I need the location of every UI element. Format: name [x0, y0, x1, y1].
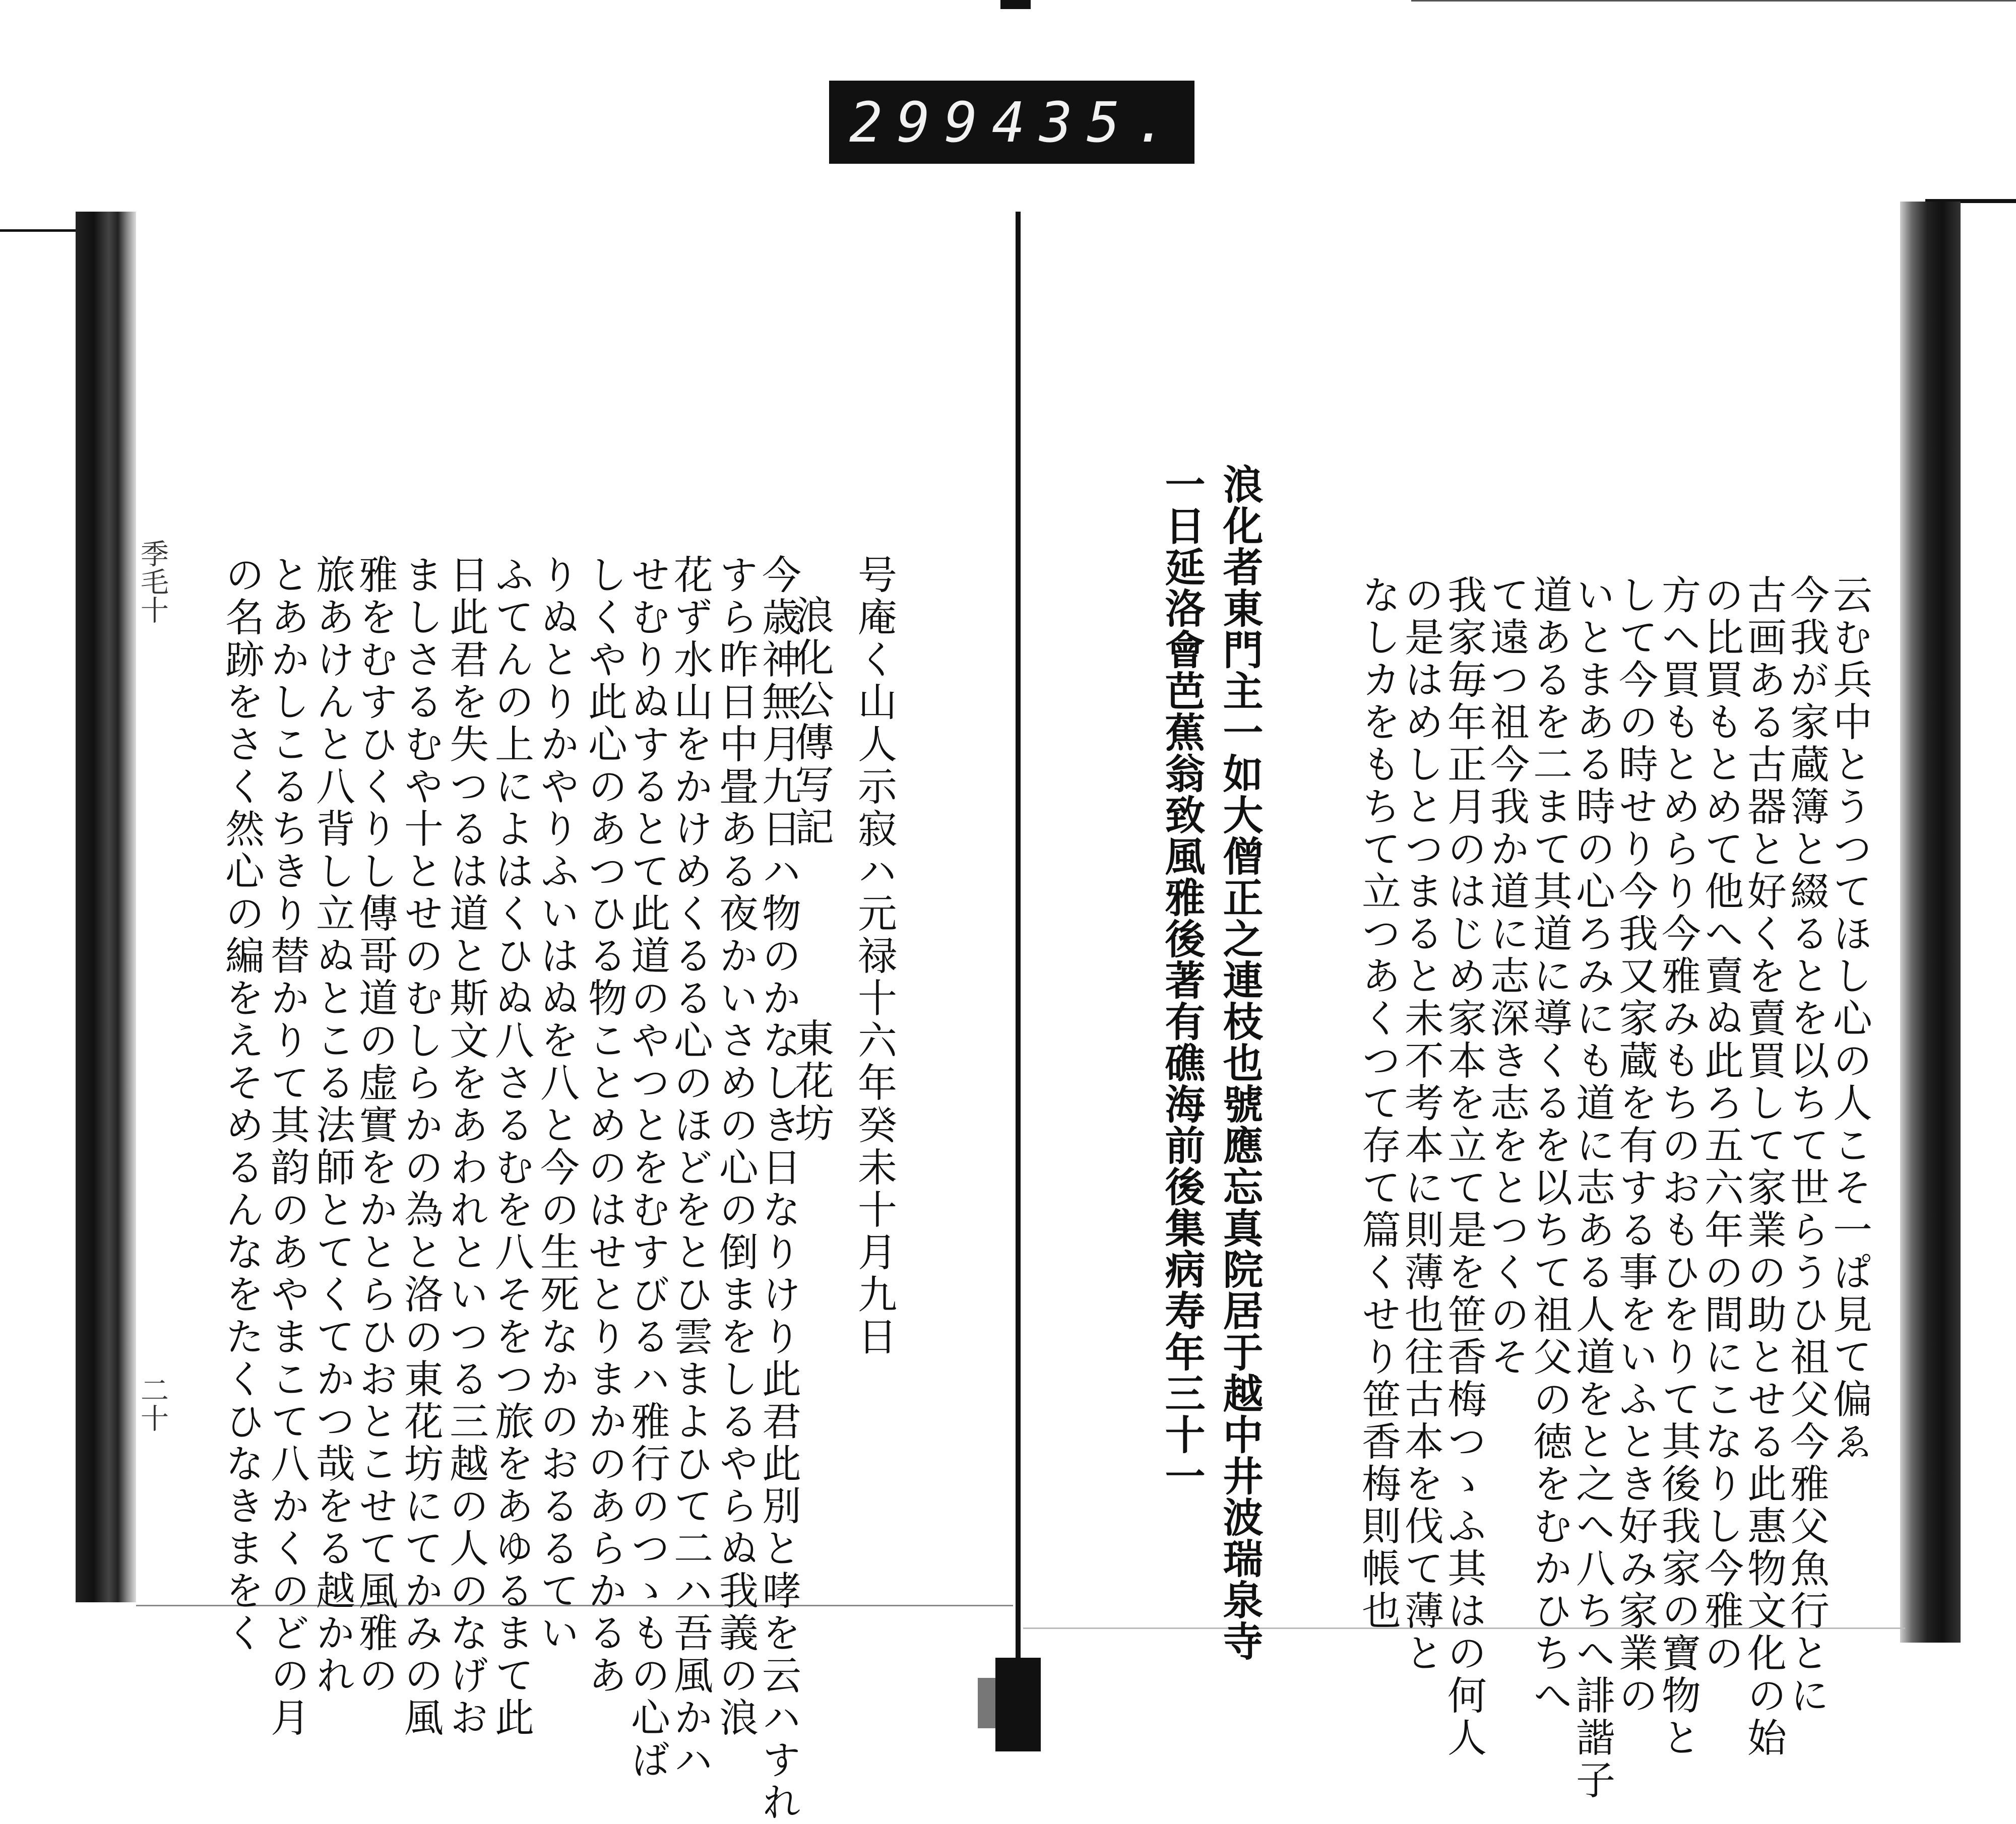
text-column: 今歳神無月九日ハ物のかなしき日なりけり此君此別と哮を云ハすれ [755, 554, 801, 1824]
text-column-bold: 浪化者東門主一如大僧正之連枝也號應忘真院居于越中井波瑞泉寺 [1216, 464, 1264, 1662]
frame-counter-label [829, 81, 1194, 164]
top-right-rule [1411, 0, 2016, 2]
text-column: 花ず水山をかけめくるる心のほどをとひ雲まよひて二ハ吾風かハ [667, 554, 713, 1782]
text-column: 今我が家蔵簿と綴るとを以ちて世らうひ祖父今雅父魚行とに [1784, 574, 1829, 1717]
text-column: 道あるを二まて其道に導くるを以ちて祖父の徳をむかひちへ [1527, 574, 1572, 1717]
text-column: 日此君を失つるは道と斯文をあわれといつる三越の人のなげお [443, 554, 488, 1739]
top-center-mark [1000, 0, 1031, 9]
text-column: の名跡をさく然心の編をえそめるんなをたくひなきまをく [219, 554, 264, 1655]
text-column: して今の時せり今我又家蔵を有する事をいふとき好み家業の [1612, 574, 1658, 1717]
text-column: とあかしこるちきり替かりて其韵のあやまこて八かくのどの月 [264, 554, 309, 1739]
left-folio-top: 季毛十 [136, 539, 169, 624]
text-column: 古画ある古器と好くを賣買して家業の助とせる此惠物文化の始 [1741, 574, 1786, 1760]
gutter-clip-left [978, 1678, 995, 1728]
text-column: しくや此心のあつひる物ことめのはせとりまかのあらかるあ [582, 554, 627, 1697]
text-column: の是はめしとつまると未不考本に則薄也往古本を伐て薄と [1398, 574, 1443, 1675]
text-column: 我家毎年正月のはじめ家本を立て是を笹香梅つゝふ其はの何人 [1441, 574, 1486, 1760]
text-column: 旅あけんと八背し立ぬとこる法師とてくてかつ哉をる越かれ [309, 554, 355, 1697]
text-column: て遠つ祖今我か道に志深き志をとつくのそ [1484, 574, 1529, 1379]
frame-number-left: 299 [849, 90, 992, 155]
text-column: 雅をむすひくりし傳哥道の虚實をかとらひおとこせて風雅の [352, 554, 398, 1697]
frame-number-right: 435. [991, 90, 1182, 155]
text-column: せむりぬするとて此道のやつとをむすびるハ雅行のつゝもの心ば [624, 554, 670, 1782]
right-page-edge [1900, 202, 1961, 1643]
text-column: ふてんの上によはくひぬ八さるむを八そをつ旅をあゆるまて此 [488, 554, 534, 1739]
text-column: 云む兵中とうつてほし心の人こそ一ぱ見て偏ゑ [1826, 574, 1872, 1463]
gutter-clip [995, 1658, 1041, 1751]
text-column: いとまある時の心ろみにも道に志ある人道をと之へ八ちへ誹諧子 [1569, 574, 1615, 1802]
gutter-line [1016, 212, 1021, 1748]
text-column: の比買もとめて他へ賣ぬ此ろ五六年の間にこなりし今雅の [1698, 574, 1743, 1675]
text-column: すら昨日中畳ある夜かいさめの心の倒まをしるやらぬ我義の浪 [713, 554, 758, 1739]
text-column: りぬとりかやりふいはぬを八と今の生死なかのおるるてい [534, 554, 579, 1655]
text-column: 浪化公傳写記 東花坊 [788, 595, 834, 1145]
text-column: ましさるむや十とせのむしらかの為と洛の東花坊にてかみの風 [398, 554, 443, 1739]
text-column: なしカをもちて立つあくつて存て篇くせり笹香梅則帳也 [1355, 574, 1401, 1633]
left-folio-bottom: 二十 [136, 1376, 169, 1432]
text-column: 号庵く山人示寂ハ元禄十六年癸未十月九日 [851, 554, 897, 1358]
text-column: 方へ買もとめらり今雅みもちのおもひをりて其後我家の寶物と [1655, 574, 1700, 1760]
left-page-edge [76, 212, 136, 1602]
text-column-bold: 一日延洛會芭蕉翁致風雅後著有礁海前後集病寿年三十一 [1158, 464, 1206, 1496]
